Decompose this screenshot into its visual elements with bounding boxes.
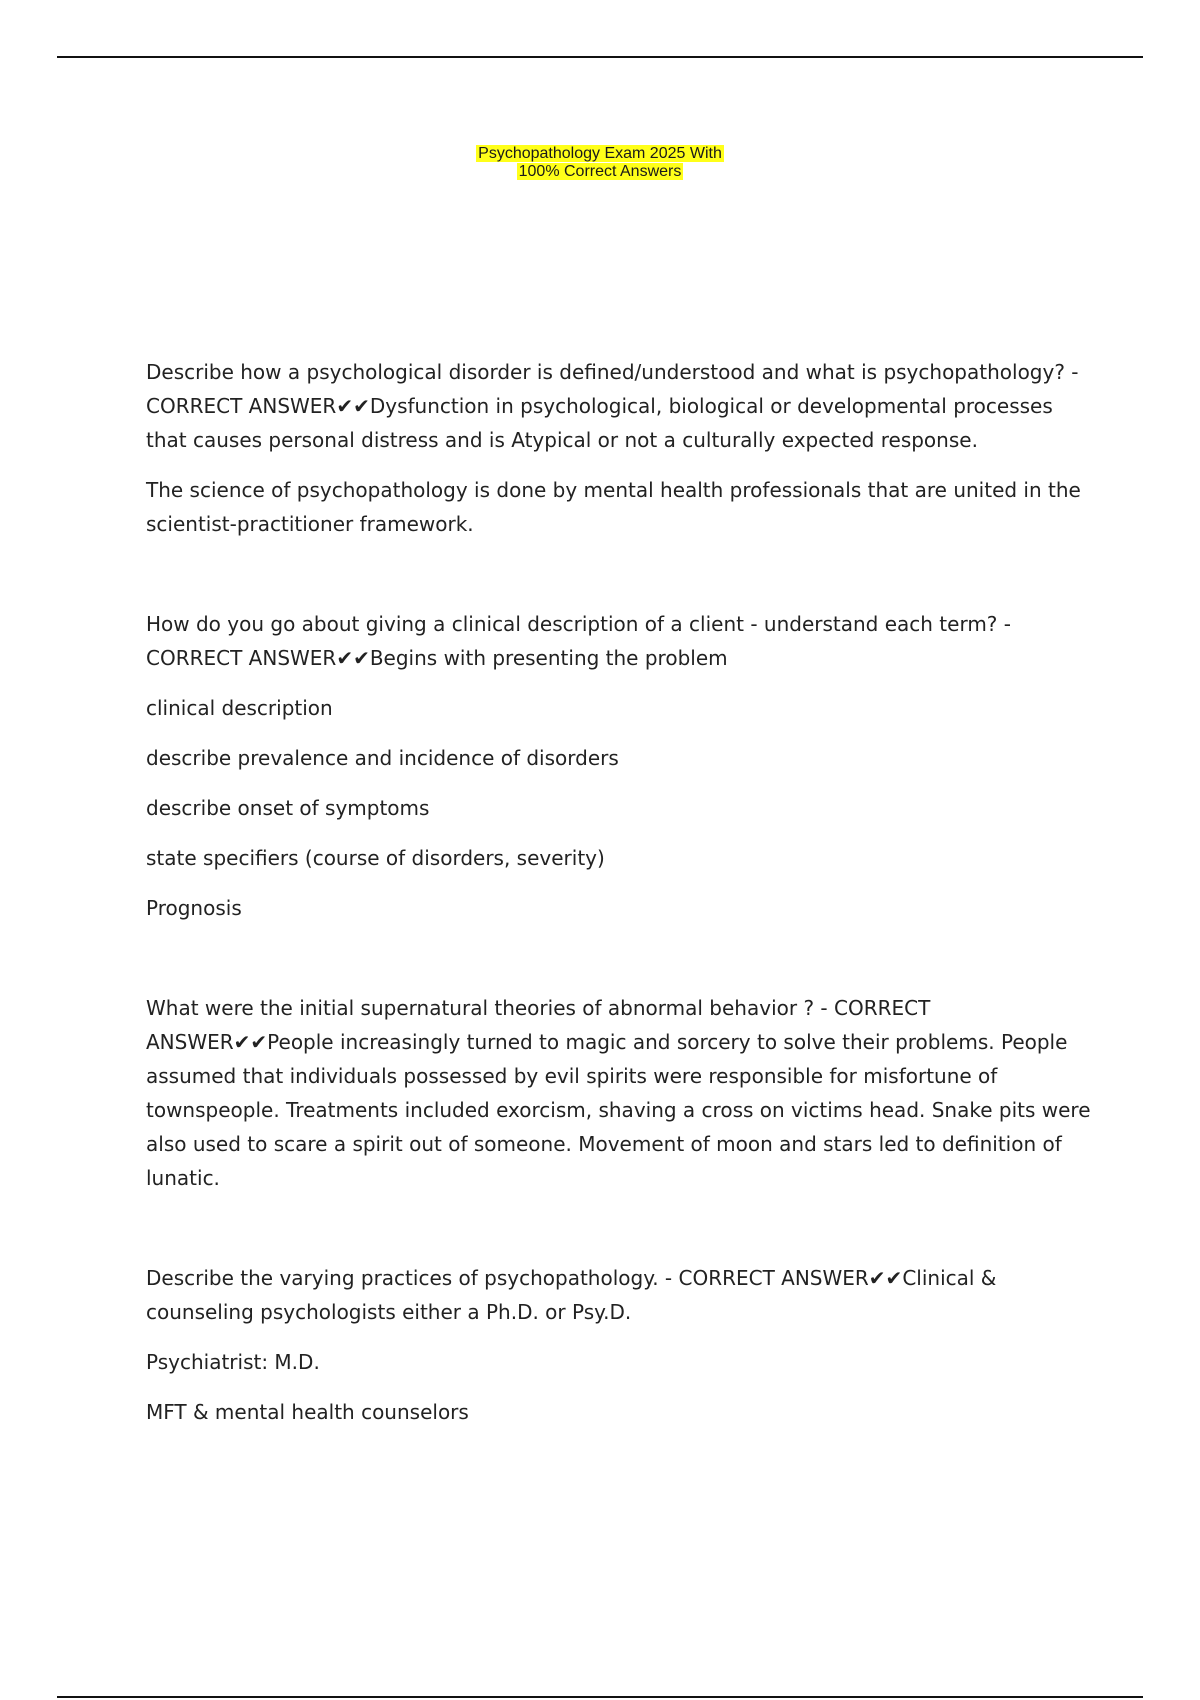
qa-extra-4-1: Psychiatrist: M.D. — [146, 1350, 320, 1374]
qa-extra-2-1: clinical description — [146, 696, 333, 720]
document-body — [146, 355, 1096, 1445]
qa-extra-2-5: Prognosis — [146, 896, 242, 920]
bottom-divider — [57, 1696, 1143, 1698]
qa-extra-4-2: MFT & mental health counselors — [146, 1400, 469, 1424]
qa-question-1: Describe how a psychological disorder is defined/understood and what is psychopathology? - CORRECT ANSWER✔✔Dysfunction in psychological, biological or developmental processes that causes personal distress and is Atypical or not a culturally expected response. — [146, 360, 1079, 452]
qa-question-4: Describe the varying practices of psychopathology. - CORRECT ANSWER✔✔Clinical & counseling psychologists either a Ph.D. or Psy.D. — [146, 1266, 997, 1324]
qa-extra-1-1: The science of psychopathology is done by mental health professionals that are united in the scientist-practitioner framework. — [146, 478, 1081, 536]
top-divider — [57, 56, 1143, 58]
title-line-2: 100% Correct Answers — [518, 163, 682, 180]
qa-question-2: How do you go about giving a clinical description of a client - understand each term? - CORRECT ANSWER✔✔Begins with presenting the problem — [146, 612, 1011, 670]
qa-question-3: What were the initial supernatural theories of abnormal behavior ? - CORRECT ANSWER✔✔People increasingly turned to magic and sorcery to solve their problems. People assumed that individuals possessed by evil spirits were responsible for misfortune of townspeople. Treatments included exorcism, shaving a cross on victims head. Snake pits were also used to scare a spirit out of someone. Movement of moon and stars led to definition of lunatic. — [146, 996, 1091, 1190]
title-line-1: Psychopathology Exam 2025 With — [478, 145, 722, 162]
qa-extra-2-2: describe prevalence and incidence of disorders — [146, 746, 619, 770]
document-title — [0, 145, 1200, 181]
qa-extra-2-3: describe onset of symptoms — [146, 796, 430, 820]
qa-extra-2-4: state specifiers (course of disorders, severity) — [146, 846, 605, 870]
